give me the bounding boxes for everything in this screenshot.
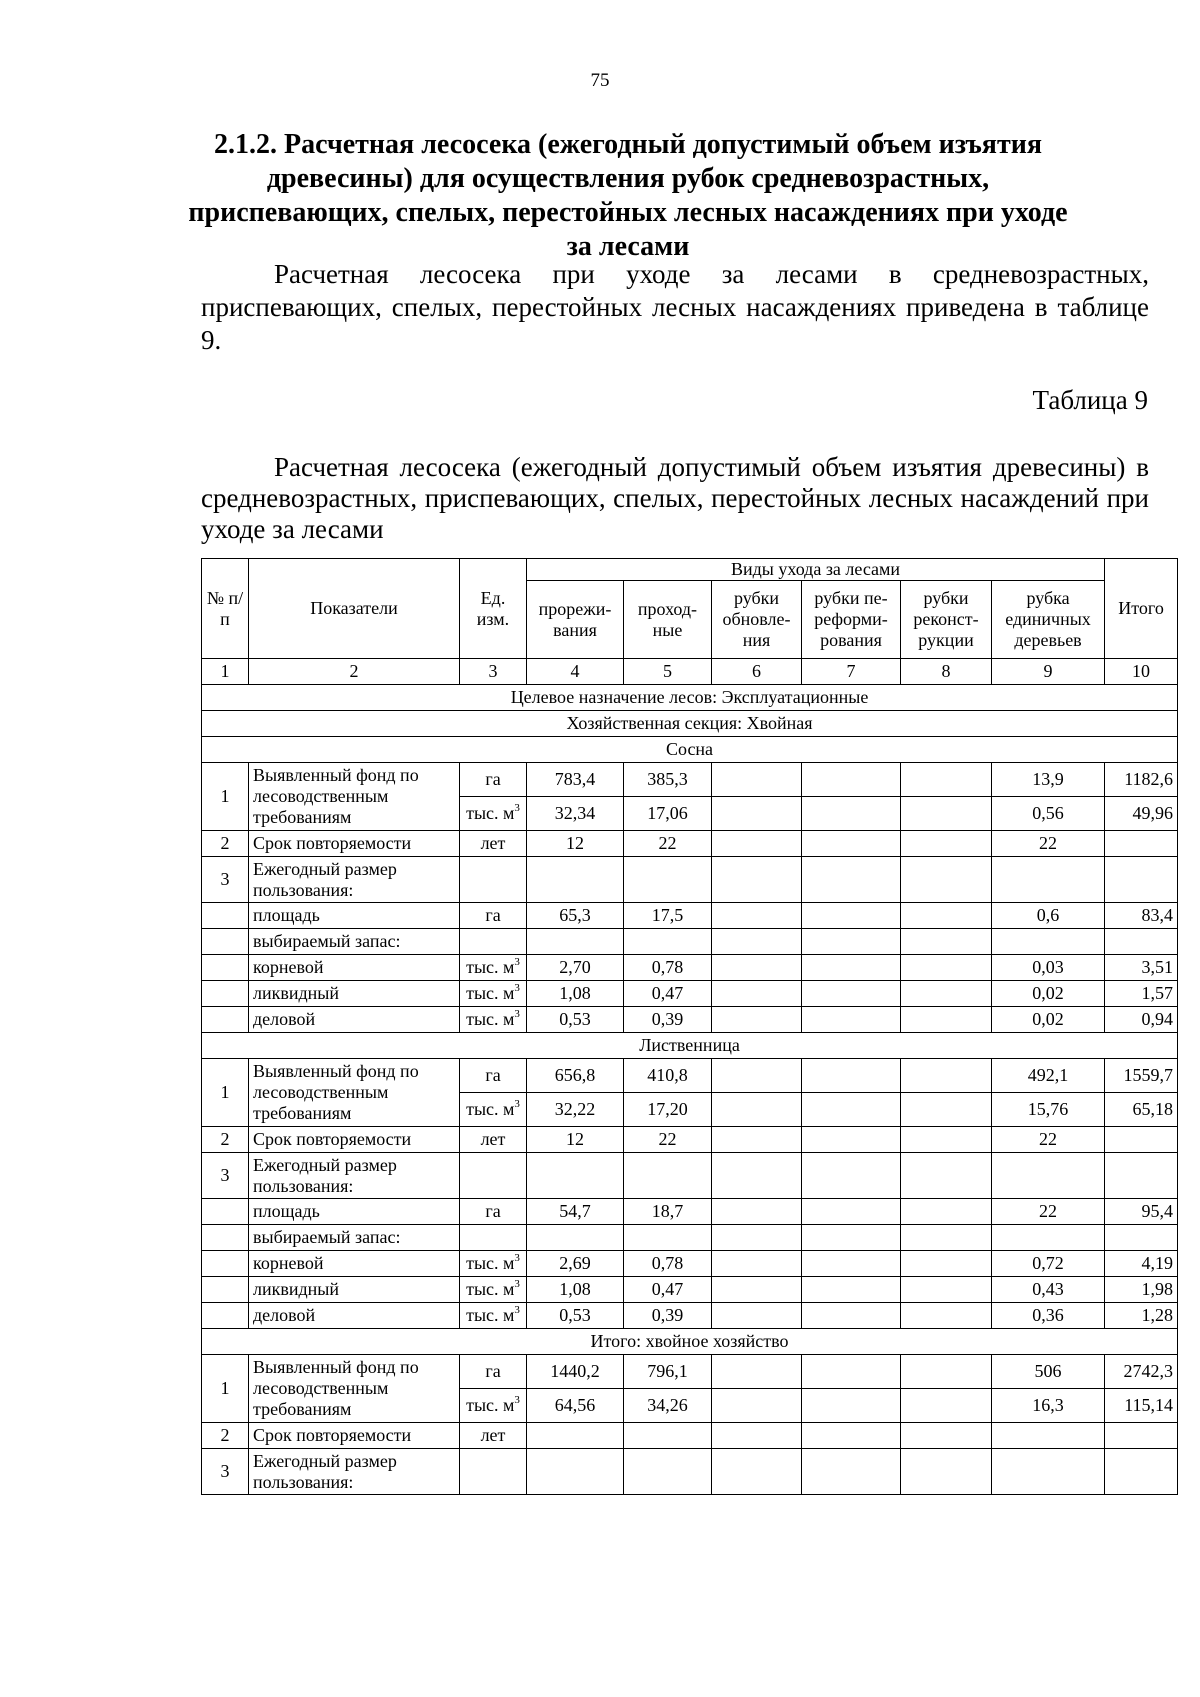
empty-cell [802, 929, 901, 955]
area-row [202, 1199, 1178, 1225]
empty-cell [901, 929, 992, 955]
value-cell: 49,96 [1105, 797, 1178, 831]
value-cell: 17,5 [624, 903, 712, 929]
page-number: 75 [590, 70, 610, 91]
value-cell [712, 1303, 802, 1329]
value-cell: 17,06 [624, 797, 712, 831]
value-cell [712, 1007, 802, 1033]
value-cell: 0,43 [992, 1277, 1105, 1303]
unit-exponent: 3 [514, 802, 520, 814]
unit-exponent: 3 [514, 982, 520, 994]
empty-cell [1105, 1225, 1178, 1251]
fund-row [202, 1059, 1178, 1093]
header-type: рубки реконст-рукции [901, 581, 992, 659]
area-label: площадь [249, 903, 460, 929]
value-cell [901, 831, 992, 857]
empty-cell [1105, 1449, 1178, 1495]
col-number: 6 [712, 659, 802, 685]
value-cell: 1440,2 [527, 1355, 624, 1389]
header-unit: Ед. изм. [460, 559, 527, 659]
annual-label: Ежегодный размер пользования: [249, 857, 460, 903]
fund-row [202, 763, 1178, 797]
empty-cell [202, 981, 249, 1007]
col-number: 5 [624, 659, 712, 685]
header-type: рубки пе-реформи-рования [802, 581, 901, 659]
empty-cell [802, 1423, 901, 1449]
empty-cell [802, 1153, 901, 1199]
stock-row [202, 1225, 1178, 1251]
value-cell [712, 1355, 802, 1389]
fund-label: Выявленный фонд по лесоводственным требованиям [249, 1059, 460, 1127]
row-number: 1 [202, 1355, 249, 1423]
value-cell [802, 1277, 901, 1303]
group-title-row [202, 1033, 1178, 1059]
value-cell: 64,56 [527, 1389, 624, 1423]
value-cell [901, 1355, 992, 1389]
value-cell: 1559,7 [1105, 1059, 1178, 1093]
empty-cell [1105, 929, 1178, 955]
value-cell: 0,39 [624, 1303, 712, 1329]
value-cell: 1,98 [1105, 1277, 1178, 1303]
value-cell: 0,02 [992, 981, 1105, 1007]
business-label: деловой [249, 1007, 460, 1033]
value-cell: 16,3 [992, 1389, 1105, 1423]
empty-cell [624, 929, 712, 955]
unit-exponent: 3 [514, 1252, 520, 1264]
value-cell [802, 1007, 901, 1033]
unit-exponent: 3 [514, 1304, 520, 1316]
empty-cell [901, 1423, 992, 1449]
empty-cell [992, 1153, 1105, 1199]
value-cell: 4,19 [1105, 1251, 1178, 1277]
value-cell: 32,22 [527, 1093, 624, 1127]
annual-label: Ежегодный размер пользования: [249, 1153, 460, 1199]
stock-label: выбираемый запас: [249, 1225, 460, 1251]
empty-cell [901, 1153, 992, 1199]
value-cell [802, 1127, 901, 1153]
value-cell [901, 1093, 992, 1127]
value-cell [802, 797, 901, 831]
value-cell: 0,78 [624, 1251, 712, 1277]
value-cell: 783,4 [527, 763, 624, 797]
empty-cell [802, 1449, 901, 1495]
table-body [202, 559, 1178, 1495]
empty-cell [527, 1449, 624, 1495]
empty-cell [992, 1225, 1105, 1251]
value-cell: 492,1 [992, 1059, 1105, 1093]
value-cell: 0,36 [992, 1303, 1105, 1329]
unit-cell: лет [460, 1423, 527, 1449]
fund-row [202, 1355, 1178, 1389]
col-number: 8 [901, 659, 992, 685]
value-cell [901, 763, 992, 797]
annual-row [202, 1153, 1178, 1199]
value-cell: 0,02 [992, 1007, 1105, 1033]
body-paragraph: Расчетная лесосека при уходе за лесами в средневозрастных, приспевающих, спелых, перестойных лесных насаждениях приведена в таблице 9. [201, 259, 1149, 355]
empty-cell [527, 1153, 624, 1199]
value-cell [802, 1059, 901, 1093]
period-row [202, 1423, 1178, 1449]
value-cell: 32,34 [527, 797, 624, 831]
table-caption: Расчетная лесосека (ежегодный допустимый объем изъятия древесины) в средневозрастных, приспевающих, спелых, перестойных лесных насаждений при уходе за лесами [201, 452, 1149, 544]
period-label: Срок повторяемости [249, 1423, 460, 1449]
empty-cell [460, 1225, 527, 1251]
row-number: 1 [202, 763, 249, 831]
value-cell [1105, 831, 1178, 857]
value-cell [712, 763, 802, 797]
value-cell: 0,47 [624, 981, 712, 1007]
value-cell: 0,03 [992, 955, 1105, 981]
value-cell [712, 1277, 802, 1303]
value-cell: 0,56 [992, 797, 1105, 831]
annual-row [202, 1449, 1178, 1495]
value-cell [802, 1093, 901, 1127]
value-cell [901, 1389, 992, 1423]
row-number: 2 [202, 1127, 249, 1153]
liquid-label: ликвидный [249, 981, 460, 1007]
unit-text: тыс. м [466, 957, 515, 977]
period-label: Срок повторяемости [249, 831, 460, 857]
unit-cell: лет [460, 1127, 527, 1153]
empty-cell [527, 857, 624, 903]
unit-cell: га [460, 1355, 527, 1389]
value-cell [712, 903, 802, 929]
empty-cell [460, 929, 527, 955]
period-label: Срок повторяемости [249, 1127, 460, 1153]
empty-cell [624, 1423, 712, 1449]
annual-row [202, 857, 1178, 903]
value-cell: 12 [527, 831, 624, 857]
empty-cell [802, 857, 901, 903]
empty-cell [1105, 857, 1178, 903]
period-row [202, 1127, 1178, 1153]
unit-exponent: 3 [514, 1278, 520, 1290]
value-cell [901, 1199, 992, 1225]
value-cell [712, 797, 802, 831]
empty-cell [712, 1225, 802, 1251]
value-cell: 410,8 [624, 1059, 712, 1093]
empty-cell [712, 1153, 802, 1199]
value-cell: 65,3 [527, 903, 624, 929]
value-cell: 17,20 [624, 1093, 712, 1127]
value-cell [712, 831, 802, 857]
value-cell: 506 [992, 1355, 1105, 1389]
empty-cell [992, 1423, 1105, 1449]
value-cell: 3,51 [1105, 955, 1178, 981]
value-cell [712, 981, 802, 1007]
empty-cell [527, 1423, 624, 1449]
empty-cell [202, 955, 249, 981]
section-row: Хозяйственная секция: Хвойная [202, 711, 1178, 737]
unit-exponent: 3 [514, 1394, 520, 1406]
header-num: № п/п [202, 559, 249, 659]
empty-cell [624, 1153, 712, 1199]
unit-text: тыс. м [466, 1279, 515, 1299]
value-cell [802, 955, 901, 981]
value-cell: 0,53 [527, 1007, 624, 1033]
value-cell: 12 [527, 1127, 624, 1153]
empty-cell [202, 1199, 249, 1225]
value-cell [712, 1389, 802, 1423]
value-cell [901, 903, 992, 929]
value-cell: 796,1 [624, 1355, 712, 1389]
row-number: 3 [202, 857, 249, 903]
group-title: Лиственница [202, 1033, 1178, 1059]
value-cell: 22 [624, 831, 712, 857]
empty-cell [901, 1225, 992, 1251]
value-cell [901, 1251, 992, 1277]
value-cell [802, 1389, 901, 1423]
empty-cell [901, 1449, 992, 1495]
value-cell [712, 1199, 802, 1225]
value-cell [802, 1303, 901, 1329]
root-row [202, 1251, 1178, 1277]
value-cell [802, 831, 901, 857]
row-number: 3 [202, 1153, 249, 1199]
col-number: 4 [527, 659, 624, 685]
unit-cell: га [460, 763, 527, 797]
value-cell: 2,69 [527, 1251, 624, 1277]
row-number: 1 [202, 1059, 249, 1127]
empty-cell [460, 857, 527, 903]
row-number: 2 [202, 1423, 249, 1449]
value-cell: 15,76 [992, 1093, 1105, 1127]
col-number: 9 [992, 659, 1105, 685]
empty-cell [802, 1225, 901, 1251]
value-cell [901, 1303, 992, 1329]
purpose-row: Целевое назначение лесов: Эксплуатационные [202, 685, 1178, 711]
unit-text: тыс. м [466, 983, 515, 1003]
value-cell: 54,7 [527, 1199, 624, 1225]
unit-exponent: 3 [514, 1098, 520, 1110]
group-title-row [202, 737, 1178, 763]
stock-row [202, 929, 1178, 955]
column-number-row [202, 659, 1178, 685]
section-heading: 2.1.2. Расчетная лесосека (ежегодный допустимый объем изъятия древесины) для осуществления рубок средневозрастных, приспевающих, спелых, перестойных лесных насаждениях при уходе за лесами [188, 129, 1068, 262]
empty-cell [202, 929, 249, 955]
unit-cell: га [460, 1199, 527, 1225]
value-cell [712, 1093, 802, 1127]
unit-cell [460, 1277, 527, 1303]
unit-text: тыс. м [466, 1253, 515, 1273]
value-cell: 22 [992, 1127, 1105, 1153]
unit-cell: га [460, 903, 527, 929]
value-cell: 13,9 [992, 763, 1105, 797]
value-cell: 34,26 [624, 1389, 712, 1423]
value-cell [802, 1355, 901, 1389]
value-cell [901, 797, 992, 831]
header-type: прорежи-вания [527, 581, 624, 659]
header-types-group: Виды ухода за лесами [527, 559, 1105, 581]
unit-cell [460, 1303, 527, 1329]
empty-cell [624, 1225, 712, 1251]
value-cell: 0,94 [1105, 1007, 1178, 1033]
value-cell: 0,6 [992, 903, 1105, 929]
empty-cell [460, 1153, 527, 1199]
value-cell [901, 1007, 992, 1033]
empty-cell [901, 857, 992, 903]
unit-exponent: 3 [514, 956, 520, 968]
business-row [202, 1007, 1178, 1033]
value-cell [712, 955, 802, 981]
unit-cell [460, 1093, 527, 1127]
value-cell: 22 [624, 1127, 712, 1153]
unit-text: тыс. м [466, 803, 515, 823]
empty-cell [712, 1423, 802, 1449]
row-number: 2 [202, 831, 249, 857]
unit-text: тыс. м [466, 1099, 515, 1119]
value-cell: 22 [992, 1199, 1105, 1225]
empty-cell [527, 929, 624, 955]
business-row [202, 1303, 1178, 1329]
value-cell [802, 1251, 901, 1277]
col-number: 10 [1105, 659, 1178, 685]
value-cell [712, 1059, 802, 1093]
empty-cell [527, 1225, 624, 1251]
empty-cell [712, 929, 802, 955]
unit-cell [460, 1251, 527, 1277]
value-cell: 656,8 [527, 1059, 624, 1093]
value-cell [802, 1199, 901, 1225]
value-cell [901, 1127, 992, 1153]
empty-cell [712, 857, 802, 903]
area-row [202, 903, 1178, 929]
value-cell: 65,18 [1105, 1093, 1178, 1127]
col-number: 7 [802, 659, 901, 685]
value-cell [901, 1059, 992, 1093]
header-total: Итого [1105, 559, 1178, 659]
root-label: корневой [249, 955, 460, 981]
group-title-row [202, 1329, 1178, 1355]
liquid-row [202, 1277, 1178, 1303]
stock-label: выбираемый запас: [249, 929, 460, 955]
col-number: 1 [202, 659, 249, 685]
unit-cell [460, 1007, 527, 1033]
unit-text: тыс. м [466, 1009, 515, 1029]
empty-cell [992, 857, 1105, 903]
liquid-row [202, 981, 1178, 1007]
empty-cell [624, 1449, 712, 1495]
empty-cell [1105, 1153, 1178, 1199]
col-number: 3 [460, 659, 527, 685]
value-cell: 0,72 [992, 1251, 1105, 1277]
period-row [202, 831, 1178, 857]
value-cell: 115,14 [1105, 1389, 1178, 1423]
value-cell: 2,70 [527, 955, 624, 981]
value-cell [901, 955, 992, 981]
fund-label: Выявленный фонд по лесоводственным требованиям [249, 763, 460, 831]
value-cell: 0,39 [624, 1007, 712, 1033]
empty-cell [624, 857, 712, 903]
empty-cell [712, 1449, 802, 1495]
value-cell: 1,08 [527, 981, 624, 1007]
value-cell: 95,4 [1105, 1199, 1178, 1225]
value-cell: 1,08 [527, 1277, 624, 1303]
empty-cell [202, 903, 249, 929]
value-cell: 1,28 [1105, 1303, 1178, 1329]
value-cell: 18,7 [624, 1199, 712, 1225]
table-label: Таблица 9 [1032, 385, 1148, 415]
business-label: деловой [249, 1303, 460, 1329]
harvest-table [201, 558, 1178, 1495]
annual-label: Ежегодный размер пользования: [249, 1449, 460, 1495]
row-number: 3 [202, 1449, 249, 1495]
value-cell: 1,57 [1105, 981, 1178, 1007]
liquid-label: ликвидный [249, 1277, 460, 1303]
unit-exponent: 3 [514, 1008, 520, 1020]
empty-cell [202, 1251, 249, 1277]
root-row [202, 955, 1178, 981]
empty-cell [202, 1303, 249, 1329]
value-cell: 385,3 [624, 763, 712, 797]
group-title: Сосна [202, 737, 1178, 763]
header-type: рубка единичных деревьев [992, 581, 1105, 659]
group-title: Итого: хвойное хозяйство [202, 1329, 1178, 1355]
unit-cell: га [460, 1059, 527, 1093]
empty-cell [1105, 1423, 1178, 1449]
unit-text: тыс. м [466, 1305, 515, 1325]
value-cell [802, 981, 901, 1007]
unit-cell [460, 797, 527, 831]
empty-cell [992, 1449, 1105, 1495]
area-label: площадь [249, 1199, 460, 1225]
header-indicators: Показатели [249, 559, 460, 659]
value-cell [802, 903, 901, 929]
value-cell: 2742,3 [1105, 1355, 1178, 1389]
value-cell [712, 1127, 802, 1153]
empty-cell [202, 1225, 249, 1251]
unit-cell [460, 1389, 527, 1423]
col-number: 2 [249, 659, 460, 685]
value-cell [901, 1277, 992, 1303]
value-cell [802, 763, 901, 797]
unit-cell: лет [460, 831, 527, 857]
value-cell: 0,47 [624, 1277, 712, 1303]
unit-cell [460, 955, 527, 981]
header-type: проход-ные [624, 581, 712, 659]
header-type: рубки обновле-ния [712, 581, 802, 659]
value-cell: 22 [992, 831, 1105, 857]
value-cell [1105, 1127, 1178, 1153]
value-cell: 1182,6 [1105, 763, 1178, 797]
root-label: корневой [249, 1251, 460, 1277]
unit-cell [460, 981, 527, 1007]
value-cell [901, 981, 992, 1007]
value-cell: 83,4 [1105, 903, 1178, 929]
value-cell: 0,78 [624, 955, 712, 981]
empty-cell [202, 1007, 249, 1033]
empty-cell [992, 929, 1105, 955]
value-cell [712, 1251, 802, 1277]
empty-cell [460, 1449, 527, 1495]
unit-text: тыс. м [466, 1395, 515, 1415]
value-cell: 0,53 [527, 1303, 624, 1329]
empty-cell [202, 1277, 249, 1303]
fund-label: Выявленный фонд по лесоводственным требованиям [249, 1355, 460, 1423]
